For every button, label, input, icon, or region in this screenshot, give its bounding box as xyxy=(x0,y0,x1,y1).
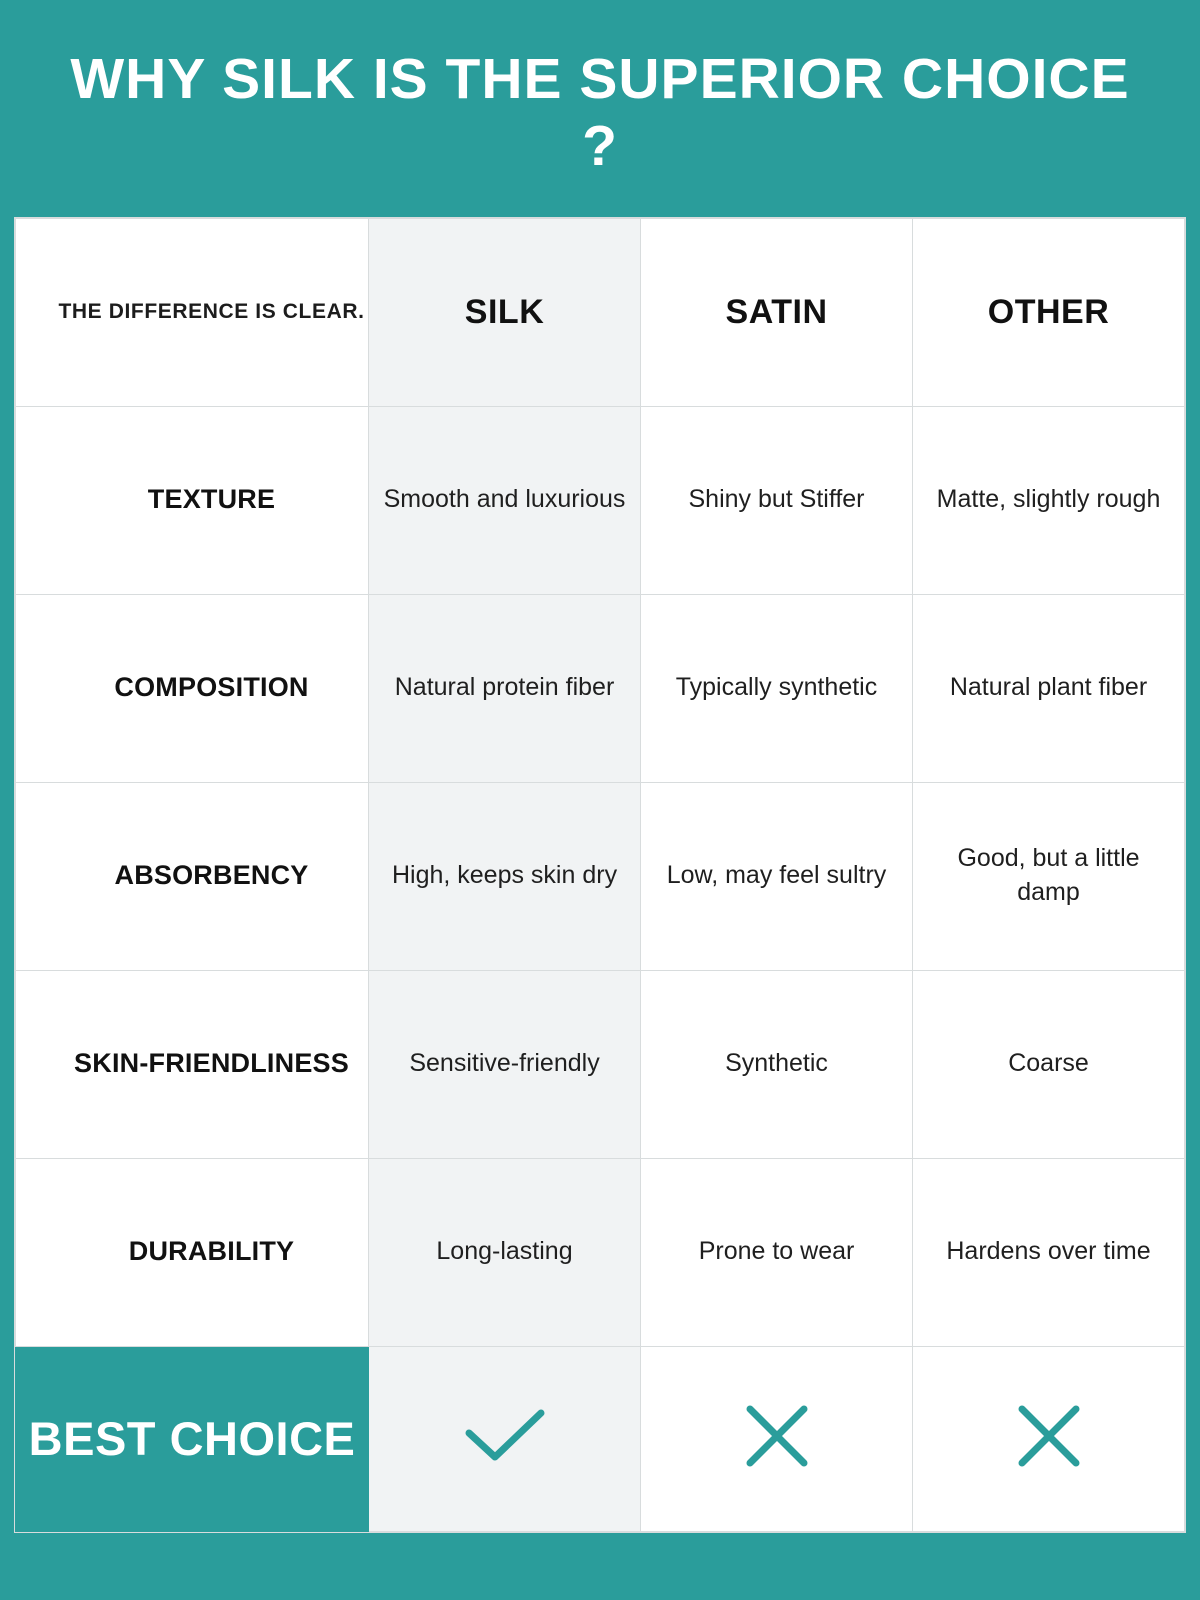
cell-texture-silk: Smooth and luxurious xyxy=(369,406,641,594)
verdict-other xyxy=(913,1346,1185,1531)
cell-composition-silk: Natural protein fiber xyxy=(369,594,641,782)
cross-icon xyxy=(742,1401,812,1471)
table-row xyxy=(16,406,1185,594)
column-header-other: OTHER xyxy=(913,218,1185,406)
row-label-composition: COMPOSITION xyxy=(16,594,369,782)
table-row xyxy=(16,1158,1185,1346)
row-label-absorbency: ABSORBENCY xyxy=(16,782,369,970)
cell-durability-other: Hardens over time xyxy=(913,1158,1185,1346)
verdict-silk xyxy=(369,1346,641,1531)
cell-skin-friendliness-other: Coarse xyxy=(913,970,1185,1158)
row-label-skin-friendliness: SKIN-FRIENDLINESS xyxy=(16,970,369,1158)
cell-skin-friendliness-silk: Sensitive-friendly xyxy=(369,970,641,1158)
column-header-silk: SILK xyxy=(369,218,641,406)
best-choice-label: BEST CHOICE xyxy=(16,1346,369,1531)
comparison-table xyxy=(15,218,1185,1532)
cell-texture-other: Matte, slightly rough xyxy=(913,406,1185,594)
table-header-row xyxy=(16,218,1185,406)
cell-skin-friendliness-satin: Synthetic xyxy=(641,970,913,1158)
table-corner-label: THE DIFFERENCE IS CLEAR. xyxy=(16,218,369,406)
row-label-durability: DURABILITY xyxy=(16,1158,369,1346)
verdict-satin xyxy=(641,1346,913,1531)
table-footer-row xyxy=(16,1346,1185,1531)
cell-composition-other: Natural plant fiber xyxy=(913,594,1185,782)
table-row xyxy=(16,782,1185,970)
cell-durability-satin: Prone to wear xyxy=(641,1158,913,1346)
header xyxy=(0,0,1200,217)
page-title: WHY SILK IS THE SUPERIOR CHOICE ? xyxy=(70,47,1130,179)
cell-absorbency-satin: Low, may feel sultry xyxy=(641,782,913,970)
cell-absorbency-silk: High, keeps skin dry xyxy=(369,782,641,970)
cell-texture-satin: Shiny but Stiffer xyxy=(641,406,913,594)
check-icon xyxy=(463,1405,547,1467)
cell-durability-silk: Long-lasting xyxy=(369,1158,641,1346)
table-row xyxy=(16,970,1185,1158)
comparison-table-container xyxy=(14,217,1186,1533)
cell-composition-satin: Typically synthetic xyxy=(641,594,913,782)
column-header-satin: SATIN xyxy=(641,218,913,406)
cell-absorbency-other: Good, but a little damp xyxy=(913,782,1185,970)
table-row xyxy=(16,594,1185,782)
row-label-texture: TEXTURE xyxy=(16,406,369,594)
cross-icon xyxy=(1014,1401,1084,1471)
